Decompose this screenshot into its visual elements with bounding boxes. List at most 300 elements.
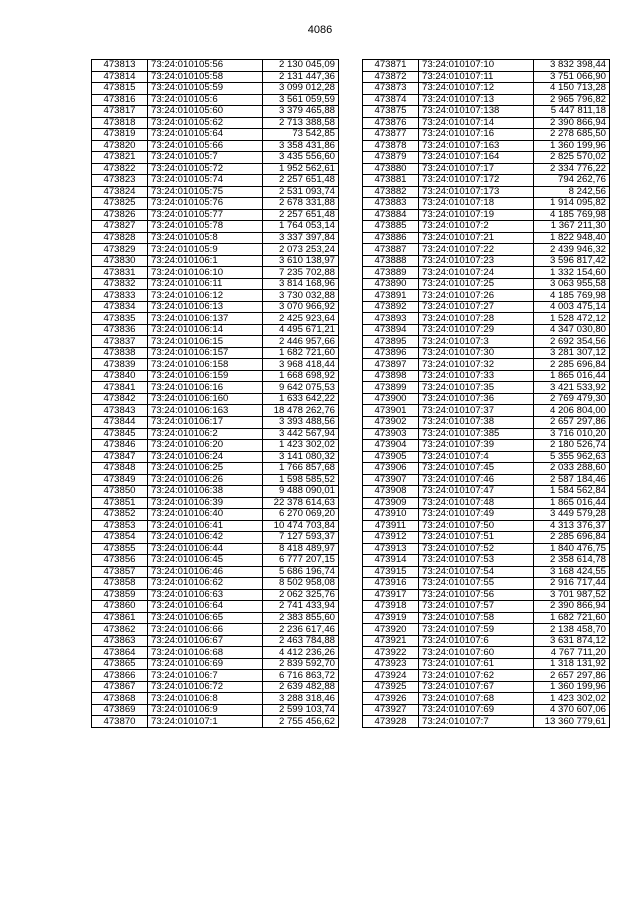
record-number: 473841 bbox=[92, 382, 148, 394]
cadastral-number: 73:24:010107:45 bbox=[419, 463, 534, 475]
cadastral-number: 73:24:010107:51 bbox=[419, 532, 534, 544]
cadastral-number: 73:24:010106:10 bbox=[148, 267, 263, 279]
cadastral-value: 5 355 962,63 bbox=[534, 451, 610, 463]
table-row bbox=[92, 624, 339, 636]
cadastral-number: 73:24:010106:68 bbox=[148, 647, 263, 659]
record-number: 473813 bbox=[92, 60, 148, 72]
record-number: 473877 bbox=[363, 129, 419, 141]
cadastral-value: 2 463 784,88 bbox=[263, 635, 339, 647]
cadastral-number: 73:24:010106:41 bbox=[148, 520, 263, 532]
table-row bbox=[92, 140, 339, 152]
table-row bbox=[363, 324, 610, 336]
record-number: 473818 bbox=[92, 117, 148, 129]
cadastral-value: 6 777 207,15 bbox=[263, 555, 339, 567]
table-row bbox=[92, 670, 339, 682]
table-row bbox=[92, 532, 339, 544]
cadastral-number: 73:24:010107:11 bbox=[419, 71, 534, 83]
cadastral-value: 8 418 489,97 bbox=[263, 543, 339, 555]
cadastral-value: 3 701 987,52 bbox=[534, 589, 610, 601]
cadastral-value: 3 288 318,46 bbox=[263, 693, 339, 705]
cadastral-number: 73:24:010107:19 bbox=[419, 209, 534, 221]
record-number: 473851 bbox=[92, 497, 148, 509]
cadastral-value: 2 755 456,62 bbox=[263, 716, 339, 728]
record-number: 473850 bbox=[92, 486, 148, 498]
record-number: 473894 bbox=[363, 324, 419, 336]
table-row bbox=[363, 658, 610, 670]
cadastral-number: 73:24:010106:25 bbox=[148, 463, 263, 475]
table-row bbox=[363, 163, 610, 175]
record-number: 473890 bbox=[363, 278, 419, 290]
cadastral-number: 73:24:010105:72 bbox=[148, 163, 263, 175]
cadastral-value: 2 657 297,86 bbox=[534, 670, 610, 682]
cadastral-value: 3 063 955,58 bbox=[534, 278, 610, 290]
record-number: 473892 bbox=[363, 301, 419, 313]
record-number: 473879 bbox=[363, 152, 419, 164]
record-number: 473900 bbox=[363, 393, 419, 405]
cadastral-value: 2 657 297,86 bbox=[534, 416, 610, 428]
record-number: 473884 bbox=[363, 209, 419, 221]
table-row bbox=[363, 578, 610, 590]
record-number: 473820 bbox=[92, 140, 148, 152]
table-row bbox=[363, 347, 610, 359]
table-row bbox=[363, 71, 610, 83]
table-row bbox=[363, 221, 610, 233]
cadastral-value: 4 313 376,37 bbox=[534, 520, 610, 532]
cadastral-number: 73:24:010105:76 bbox=[148, 198, 263, 210]
record-number: 473859 bbox=[92, 589, 148, 601]
cadastral-number: 73:24:010107:28 bbox=[419, 313, 534, 325]
record-number: 473898 bbox=[363, 370, 419, 382]
cadastral-value: 2 257 651,48 bbox=[263, 175, 339, 187]
cadastral-value: 2 131 447,36 bbox=[263, 71, 339, 83]
cadastral-value: 2 390 866,94 bbox=[534, 601, 610, 613]
record-number: 473901 bbox=[363, 405, 419, 417]
table-row bbox=[363, 301, 610, 313]
record-number: 473823 bbox=[92, 175, 148, 187]
table-row bbox=[92, 221, 339, 233]
record-number: 473870 bbox=[92, 716, 148, 728]
cadastral-number: 73:24:010107:173 bbox=[419, 186, 534, 198]
cadastral-value: 3 358 431,86 bbox=[263, 140, 339, 152]
cadastral-value: 3 421 533,92 bbox=[534, 382, 610, 394]
cadastral-number: 73:24:010107:1 bbox=[148, 716, 263, 728]
table-row bbox=[92, 117, 339, 129]
cadastral-value: 1 682 721,60 bbox=[534, 612, 610, 624]
record-number: 473915 bbox=[363, 566, 419, 578]
record-number: 473918 bbox=[363, 601, 419, 613]
record-number: 473827 bbox=[92, 221, 148, 233]
table-row bbox=[363, 232, 610, 244]
cadastral-number: 73:24:010106:46 bbox=[148, 566, 263, 578]
table-row bbox=[92, 428, 339, 440]
cadastral-value: 4 185 769,98 bbox=[534, 290, 610, 302]
cadastral-value: 3 610 138,97 bbox=[263, 255, 339, 267]
record-number: 473882 bbox=[363, 186, 419, 198]
cadastral-number: 73:24:010105:62 bbox=[148, 117, 263, 129]
cadastral-value: 3 596 817,42 bbox=[534, 255, 610, 267]
record-number: 473864 bbox=[92, 647, 148, 659]
table-row bbox=[363, 255, 610, 267]
record-number: 473897 bbox=[363, 359, 419, 371]
cadastral-value: 6 716 863,72 bbox=[263, 670, 339, 682]
cadastral-number: 73:24:010107:23 bbox=[419, 255, 534, 267]
cadastral-value: 2 965 796,82 bbox=[534, 94, 610, 106]
cadastral-value: 3 968 418,44 bbox=[263, 359, 339, 371]
record-number: 473868 bbox=[92, 693, 148, 705]
table-row bbox=[363, 140, 610, 152]
record-number: 473831 bbox=[92, 267, 148, 279]
cadastral-number: 73:24:010107:164 bbox=[419, 152, 534, 164]
record-number: 473862 bbox=[92, 624, 148, 636]
record-number: 473885 bbox=[363, 221, 419, 233]
record-number: 473837 bbox=[92, 336, 148, 348]
record-number: 473869 bbox=[92, 704, 148, 716]
table-row bbox=[363, 693, 610, 705]
cadastral-number: 73:24:010106:66 bbox=[148, 624, 263, 636]
cadastral-value: 2 073 253,24 bbox=[263, 244, 339, 256]
table-row bbox=[363, 440, 610, 452]
cadastral-value: 2 383 855,60 bbox=[263, 612, 339, 624]
record-number: 473821 bbox=[92, 152, 148, 164]
table-row bbox=[92, 578, 339, 590]
cadastral-value: 7 127 593,37 bbox=[263, 532, 339, 544]
table-row bbox=[363, 405, 610, 417]
table-row bbox=[363, 393, 610, 405]
record-number: 473887 bbox=[363, 244, 419, 256]
cadastral-value: 2 425 923,64 bbox=[263, 313, 339, 325]
table-row bbox=[92, 198, 339, 210]
cadastral-number: 73:24:010106:12 bbox=[148, 290, 263, 302]
table-row bbox=[92, 255, 339, 267]
cadastral-value: 2 180 526,74 bbox=[534, 440, 610, 452]
register-table-left bbox=[91, 59, 339, 728]
cadastral-number: 73:24:010107:67 bbox=[419, 681, 534, 693]
record-number: 473819 bbox=[92, 129, 148, 141]
cadastral-number: 73:24:010105:60 bbox=[148, 106, 263, 118]
cadastral-value: 1 528 472,12 bbox=[534, 313, 610, 325]
cadastral-value: 2 916 717,44 bbox=[534, 578, 610, 590]
cadastral-value: 3 141 080,32 bbox=[263, 451, 339, 463]
cadastral-value: 2 839 592,70 bbox=[263, 658, 339, 670]
record-number: 473840 bbox=[92, 370, 148, 382]
table-row bbox=[363, 532, 610, 544]
record-number: 473889 bbox=[363, 267, 419, 279]
cadastral-number: 73:24:010107:32 bbox=[419, 359, 534, 371]
cadastral-number: 73:24:010105:78 bbox=[148, 221, 263, 233]
record-number: 473836 bbox=[92, 324, 148, 336]
cadastral-value: 18 478 262,76 bbox=[263, 405, 339, 417]
cadastral-value: 3 435 556,60 bbox=[263, 152, 339, 164]
cadastral-number: 73:24:010107:58 bbox=[419, 612, 534, 624]
record-number: 473842 bbox=[92, 393, 148, 405]
cadastral-value: 4 003 475,14 bbox=[534, 301, 610, 313]
table-row bbox=[363, 244, 610, 256]
record-number: 473926 bbox=[363, 693, 419, 705]
table-row bbox=[92, 520, 339, 532]
cadastral-number: 73:24:010107:138 bbox=[419, 106, 534, 118]
record-number: 473895 bbox=[363, 336, 419, 348]
cadastral-value: 22 378 614,63 bbox=[263, 497, 339, 509]
cadastral-value: 1 318 131,92 bbox=[534, 658, 610, 670]
cadastral-number: 73:24:010107:37 bbox=[419, 405, 534, 417]
table-row bbox=[92, 612, 339, 624]
record-number: 473856 bbox=[92, 555, 148, 567]
table-row bbox=[363, 601, 610, 613]
cadastral-value: 3 716 010,20 bbox=[534, 428, 610, 440]
cadastral-value: 794 262,76 bbox=[534, 175, 610, 187]
cadastral-value: 1 598 585,52 bbox=[263, 474, 339, 486]
table-row bbox=[92, 244, 339, 256]
cadastral-value: 2 639 482,88 bbox=[263, 681, 339, 693]
cadastral-number: 73:24:010107:30 bbox=[419, 347, 534, 359]
cadastral-number: 73:24:010107:59 bbox=[419, 624, 534, 636]
cadastral-value: 2 825 570,02 bbox=[534, 152, 610, 164]
cadastral-value: 2 692 354,56 bbox=[534, 336, 610, 348]
cadastral-value: 1 952 562,61 bbox=[263, 163, 339, 175]
table-row bbox=[363, 117, 610, 129]
cadastral-value: 1 865 016,44 bbox=[534, 497, 610, 509]
cadastral-value: 3 393 488,56 bbox=[263, 416, 339, 428]
cadastral-number: 73:24:010107:61 bbox=[419, 658, 534, 670]
cadastral-number: 73:24:010107:27 bbox=[419, 301, 534, 313]
cadastral-value: 1 865 016,44 bbox=[534, 370, 610, 382]
cadastral-value: 1 367 211,30 bbox=[534, 221, 610, 233]
cadastral-value: 1 423 302,02 bbox=[263, 440, 339, 452]
record-number: 473873 bbox=[363, 83, 419, 95]
table-row bbox=[92, 71, 339, 83]
cadastral-value: 4 206 804,00 bbox=[534, 405, 610, 417]
record-number: 473907 bbox=[363, 474, 419, 486]
cadastral-number: 73:24:010106:69 bbox=[148, 658, 263, 670]
cadastral-value: 5 447 811,18 bbox=[534, 106, 610, 118]
cadastral-number: 73:24:010105:77 bbox=[148, 209, 263, 221]
table-row bbox=[363, 175, 610, 187]
record-number: 473814 bbox=[92, 71, 148, 83]
table-row bbox=[92, 393, 339, 405]
cadastral-number: 73:24:010106:158 bbox=[148, 359, 263, 371]
record-number: 473902 bbox=[363, 416, 419, 428]
record-number: 473858 bbox=[92, 578, 148, 590]
table-row bbox=[363, 555, 610, 567]
cadastral-number: 73:24:010106:137 bbox=[148, 313, 263, 325]
record-number: 473867 bbox=[92, 681, 148, 693]
table-row bbox=[92, 60, 339, 72]
cadastral-value: 1 914 095,82 bbox=[534, 198, 610, 210]
table-row bbox=[363, 670, 610, 682]
cadastral-value: 3 751 066,90 bbox=[534, 71, 610, 83]
cadastral-number: 73:24:010106:26 bbox=[148, 474, 263, 486]
cadastral-number: 73:24:010107:6 bbox=[419, 635, 534, 647]
record-number: 473816 bbox=[92, 94, 148, 106]
cadastral-number: 73:24:010107:26 bbox=[419, 290, 534, 302]
table-row bbox=[92, 440, 339, 452]
cadastral-number: 73:24:010107:60 bbox=[419, 647, 534, 659]
table-row bbox=[92, 83, 339, 95]
cadastral-value: 9 642 075,53 bbox=[263, 382, 339, 394]
cadastral-value: 3 168 424,55 bbox=[534, 566, 610, 578]
table-row bbox=[363, 509, 610, 521]
table-row bbox=[92, 186, 339, 198]
cadastral-number: 73:24:010106:159 bbox=[148, 370, 263, 382]
cadastral-number: 73:24:010106:67 bbox=[148, 635, 263, 647]
cadastral-number: 73:24:010106:45 bbox=[148, 555, 263, 567]
record-number: 473878 bbox=[363, 140, 419, 152]
table-row bbox=[363, 278, 610, 290]
cadastral-value: 1 822 948,40 bbox=[534, 232, 610, 244]
table-row bbox=[363, 382, 610, 394]
table-row bbox=[92, 301, 339, 313]
table-row bbox=[363, 428, 610, 440]
record-number: 473839 bbox=[92, 359, 148, 371]
record-number: 473829 bbox=[92, 244, 148, 256]
table-row bbox=[363, 416, 610, 428]
record-number: 473874 bbox=[363, 94, 419, 106]
table-row bbox=[363, 474, 610, 486]
cadastral-number: 73:24:010107:163 bbox=[419, 140, 534, 152]
cadastral-number: 73:24:010107:69 bbox=[419, 704, 534, 716]
record-number: 473919 bbox=[363, 612, 419, 624]
cadastral-number: 73:24:010107:25 bbox=[419, 278, 534, 290]
cadastral-value: 1 360 199,96 bbox=[534, 681, 610, 693]
table-row bbox=[363, 336, 610, 348]
cadastral-number: 73:24:010107:18 bbox=[419, 198, 534, 210]
record-number: 473860 bbox=[92, 601, 148, 613]
cadastral-value: 13 360 779,61 bbox=[534, 716, 610, 728]
cadastral-number: 73:24:010105:75 bbox=[148, 186, 263, 198]
table-row bbox=[363, 83, 610, 95]
cadastral-number: 73:24:010106:63 bbox=[148, 589, 263, 601]
cadastral-value: 3 631 874,12 bbox=[534, 635, 610, 647]
cadastral-value: 1 840 476,75 bbox=[534, 543, 610, 555]
cadastral-number: 73:24:010106:72 bbox=[148, 681, 263, 693]
cadastral-value: 9 488 090,01 bbox=[263, 486, 339, 498]
table-row bbox=[92, 543, 339, 555]
table-row bbox=[363, 290, 610, 302]
record-number: 473906 bbox=[363, 463, 419, 475]
record-number: 473849 bbox=[92, 474, 148, 486]
table-row bbox=[92, 175, 339, 187]
record-number: 473854 bbox=[92, 532, 148, 544]
cadastral-value: 2 439 946,32 bbox=[534, 244, 610, 256]
record-number: 473886 bbox=[363, 232, 419, 244]
cadastral-number: 73:24:010105:7 bbox=[148, 152, 263, 164]
cadastral-number: 73:24:010107:47 bbox=[419, 486, 534, 498]
cadastral-number: 73:24:010106:13 bbox=[148, 301, 263, 313]
record-number: 473844 bbox=[92, 416, 148, 428]
table-row bbox=[92, 416, 339, 428]
cadastral-number: 73:24:010107:36 bbox=[419, 393, 534, 405]
cadastral-number: 73:24:010106:42 bbox=[148, 532, 263, 544]
cadastral-value: 2 678 331,88 bbox=[263, 198, 339, 210]
table-row bbox=[363, 152, 610, 164]
cadastral-number: 73:24:010106:14 bbox=[148, 324, 263, 336]
table-row bbox=[92, 232, 339, 244]
record-number: 473822 bbox=[92, 163, 148, 175]
cadastral-number: 73:24:010107:57 bbox=[419, 601, 534, 613]
cadastral-number: 73:24:010107:33 bbox=[419, 370, 534, 382]
record-number: 473921 bbox=[363, 635, 419, 647]
cadastral-value: 6 270 069,20 bbox=[263, 509, 339, 521]
table-row bbox=[363, 60, 610, 72]
record-number: 473824 bbox=[92, 186, 148, 198]
record-number: 473857 bbox=[92, 566, 148, 578]
cadastral-number: 73:24:010107:48 bbox=[419, 497, 534, 509]
cadastral-value: 2 531 093,74 bbox=[263, 186, 339, 198]
cadastral-value: 2 236 617,46 bbox=[263, 624, 339, 636]
record-number: 473828 bbox=[92, 232, 148, 244]
table-row bbox=[363, 463, 610, 475]
cadastral-number: 73:24:010105:6 bbox=[148, 94, 263, 106]
table-row bbox=[92, 359, 339, 371]
cadastral-value: 2 062 325,76 bbox=[263, 589, 339, 601]
record-number: 473880 bbox=[363, 163, 419, 175]
table-row bbox=[92, 474, 339, 486]
cadastral-number: 73:24:010107:56 bbox=[419, 589, 534, 601]
cadastral-value: 1 682 721,60 bbox=[263, 347, 339, 359]
cadastral-number: 73:24:010106:65 bbox=[148, 612, 263, 624]
cadastral-value: 3 337 397,84 bbox=[263, 232, 339, 244]
table-row bbox=[92, 716, 339, 728]
cadastral-value: 1 584 562,84 bbox=[534, 486, 610, 498]
cadastral-value: 2 257 651,48 bbox=[263, 209, 339, 221]
cadastral-value: 2 587 184,46 bbox=[534, 474, 610, 486]
cadastral-value: 3 814 168,96 bbox=[263, 278, 339, 290]
table-row bbox=[92, 681, 339, 693]
table-row bbox=[363, 198, 610, 210]
table-row bbox=[363, 543, 610, 555]
cadastral-value: 3 281 307,12 bbox=[534, 347, 610, 359]
record-number: 473928 bbox=[363, 716, 419, 728]
record-number: 473876 bbox=[363, 117, 419, 129]
table-row bbox=[363, 612, 610, 624]
table-row bbox=[92, 382, 339, 394]
record-number: 473896 bbox=[363, 347, 419, 359]
cadastral-value: 2 334 776,22 bbox=[534, 163, 610, 175]
cadastral-number: 73:24:010106:64 bbox=[148, 601, 263, 613]
table-row bbox=[363, 106, 610, 118]
record-number: 473866 bbox=[92, 670, 148, 682]
record-number: 473881 bbox=[363, 175, 419, 187]
table-row bbox=[92, 635, 339, 647]
record-number: 473891 bbox=[363, 290, 419, 302]
record-number: 473847 bbox=[92, 451, 148, 463]
cadastral-value: 4 150 713,28 bbox=[534, 83, 610, 95]
record-number: 473893 bbox=[363, 313, 419, 325]
cadastral-number: 73:24:010107:16 bbox=[419, 129, 534, 141]
record-number: 473815 bbox=[92, 83, 148, 95]
record-number: 473903 bbox=[363, 428, 419, 440]
table-row bbox=[92, 601, 339, 613]
cadastral-value: 8 502 958,08 bbox=[263, 578, 339, 590]
record-number: 473908 bbox=[363, 486, 419, 498]
table-row bbox=[363, 94, 610, 106]
cadastral-value: 4 495 671,21 bbox=[263, 324, 339, 336]
cadastral-number: 73:24:010107:14 bbox=[419, 117, 534, 129]
cadastral-number: 73:24:010106:157 bbox=[148, 347, 263, 359]
cadastral-number: 73:24:010105:9 bbox=[148, 244, 263, 256]
record-number: 473845 bbox=[92, 428, 148, 440]
table-row bbox=[92, 693, 339, 705]
table-row bbox=[363, 497, 610, 509]
cadastral-number: 73:24:010107:385 bbox=[419, 428, 534, 440]
table-row bbox=[363, 566, 610, 578]
cadastral-number: 73:24:010107:53 bbox=[419, 555, 534, 567]
cadastral-value: 2 713 388,58 bbox=[263, 117, 339, 129]
table-row bbox=[92, 370, 339, 382]
cadastral-value: 1 668 698,92 bbox=[263, 370, 339, 382]
cadastral-number: 73:24:010106:62 bbox=[148, 578, 263, 590]
cadastral-value: 2 130 045,09 bbox=[263, 60, 339, 72]
